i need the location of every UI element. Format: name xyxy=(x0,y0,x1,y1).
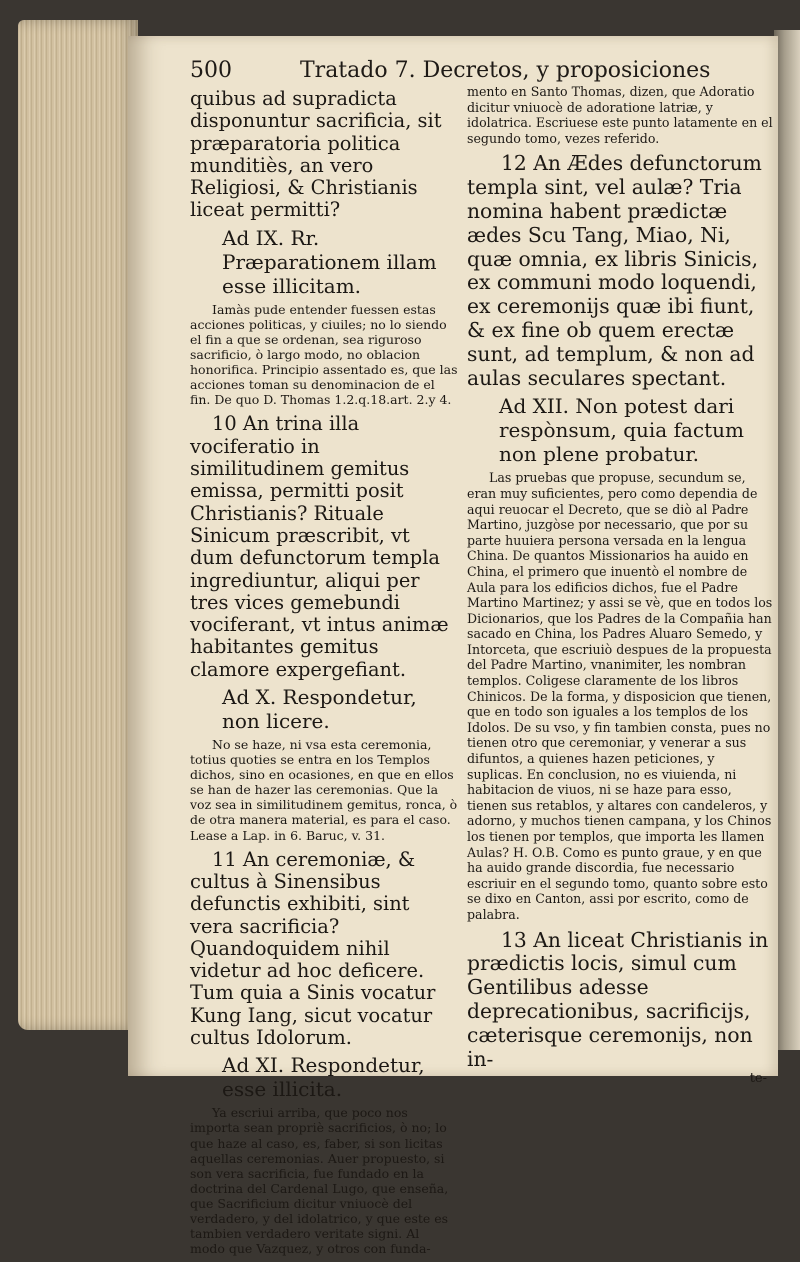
left-latin-11: 11 An ceremoniæ, & cultus à Sinensibus defunctis exhibiti, sint vera sacrificia? Quandoquidem nihil videtur ad hoc deficere. Tum quia a Sinis vocatur Kung Iang, sicut vocatur cultus Idolorum. xyxy=(190,847,436,1050)
right-spanish-1: mento en Santo Thomas, dizen, que Adoratio dicitur vniuocè de adoratione latriæ, y idolatrica. Escriuese este punto latamente en el segundo tomo, vezes referido. xyxy=(467,84,773,146)
running-title: Tratado 7. Decretos, y proposiciones xyxy=(300,58,711,83)
left-heading-xi: Ad XI. Respondetur, esse illicita. xyxy=(222,1053,425,1102)
right-heading-xii: Ad XII. Non potest dari respònsum, quia factum non plene probatur. xyxy=(499,394,744,467)
left-spanish-3: Ya escriui arriba, que poco nos importa sean propriè sacrificios, ò no; lo que haze al caso, es, faber, si son licitas aquellas ceremonias. Auer propuesto, si son vera sacrificia, fue fundado en la doctrina del Cardenal Lugo, que enseña, que Sacrificium dicitur vniuocè del verdadero, y del idolatrico, y que este es tambien verdadero veritate signi. Al modo que Vazquez, y otros con funda- xyxy=(190,1105,449,1257)
right-column xyxy=(467,84,773,1086)
left-heading-ix: Ad IX. Rr. Præparationem illam esse illicitam. xyxy=(222,225,437,298)
catchword: te- xyxy=(749,1071,767,1087)
left-latin-1: quibus ad supradicta disponuntur sacrificia, sit præparatoria politica munditiès, an vero Religiosi, & Christianis liceat permitti? xyxy=(190,87,442,222)
left-heading-x: Ad X. Respondetur, non licere. xyxy=(222,685,417,733)
right-spanish-2: Las pruebas que propuse, secundum se, eran muy suficientes, pero como dependia de aqui reuocar el Decreto, que se diò al Padre Martino, juzgòse por necessario, que por su parte huuiera persona versada en la lengua China. De quantos Missionarios ha auido en China, el primero que inuentò el nombre de Aula para los edificios dichos, fue el Padre Martino Martinez; y assi se vè, que en todos los Dicionarios, que los Padres de la Compañia han sacado en China, los Padres Aluaro Semedo, y Intorceta, que escriuiò despues de la propuesta del Padre Martino, vnanimiter, les nombran templos. Coligese claramente de los libros Chinicos. De la forma, y disposicion que tienen, que en todo son iguales a los templos de los Idolos. De su vso, y fin tambien consta, pues no tienen otro que ceremoniar, y venerar a sus difuntos, a quienes hazen peticiones, y suplicas. En conclusion, no es viuienda, ni habitacion de viuos, ni se haze para esso, tienen sus retablos, y altares con candeleros, y adorno, y muchos tienen campana, y los Chinos los tienen por templos, que importa les llamen Aulas? H. O.B. Como es punto graue, y en que ha auido grande discordia, fue necessario escriuir en el segundo tomo, quanto sobre esto se dixo en Canton, assi por escrito, como de palabra. xyxy=(467,470,773,922)
left-latin-10: 10 An trina illa vociferatio in similitudinem gemitus emissa, permitti posit Christianis? Rituale Sinicum præscribit, vt dum defunctorum templa ingrediuntur, aliqui per tres vices gemebundi vociferant, vt intus animæ habitantes gemitus clamore expergefiant. xyxy=(190,412,449,681)
right-latin-12: 12 An Ædes defunctorum templa sint, vel aulæ? Tria nomina habent prædictæ ædes Scu Tang, Miao, Ni, quæ omnia, ex libris Sinicis, ex communi modo loquendi, ex ceremonijs quæ ibi fiunt, & ex fine ob quem erectæ sunt, ad templum, & non ad aulas seculares spectant. xyxy=(467,151,762,390)
left-spanish-1: Iamàs pude entender fuessen estas acciones politicas, y ciuiles; no lo siendo el fin a que se ordenan, sea riguroso sacrificio, ò largo modo, no oblacion honorifica. Principio assentado es, que las acciones toman su denominacion de el fin. De quo D. Thomas 1.2.q.18.art. 2.y 4. xyxy=(190,301,458,408)
page-number: 500 xyxy=(190,58,232,83)
page-edges xyxy=(18,20,138,1030)
right-latin-13: 13 An liceat Christianis in prædictis locis, simul cum Gentilibus adesse deprecationibus, sacrificijs, cæterisque ceremonijs, non in- xyxy=(467,927,769,1071)
left-spanish-2: No se haze, ni vsa esta ceremonia, totius quoties se entra en los Templos dichos, sino en ocasiones, en que en ellos se han de hazer las ceremonias. Que la voz sea in similitudinem gemitus, ronca, ò de otra manera material, es para el caso. Lease a Lap. in 6. Baruc, v. 31. xyxy=(190,737,458,843)
